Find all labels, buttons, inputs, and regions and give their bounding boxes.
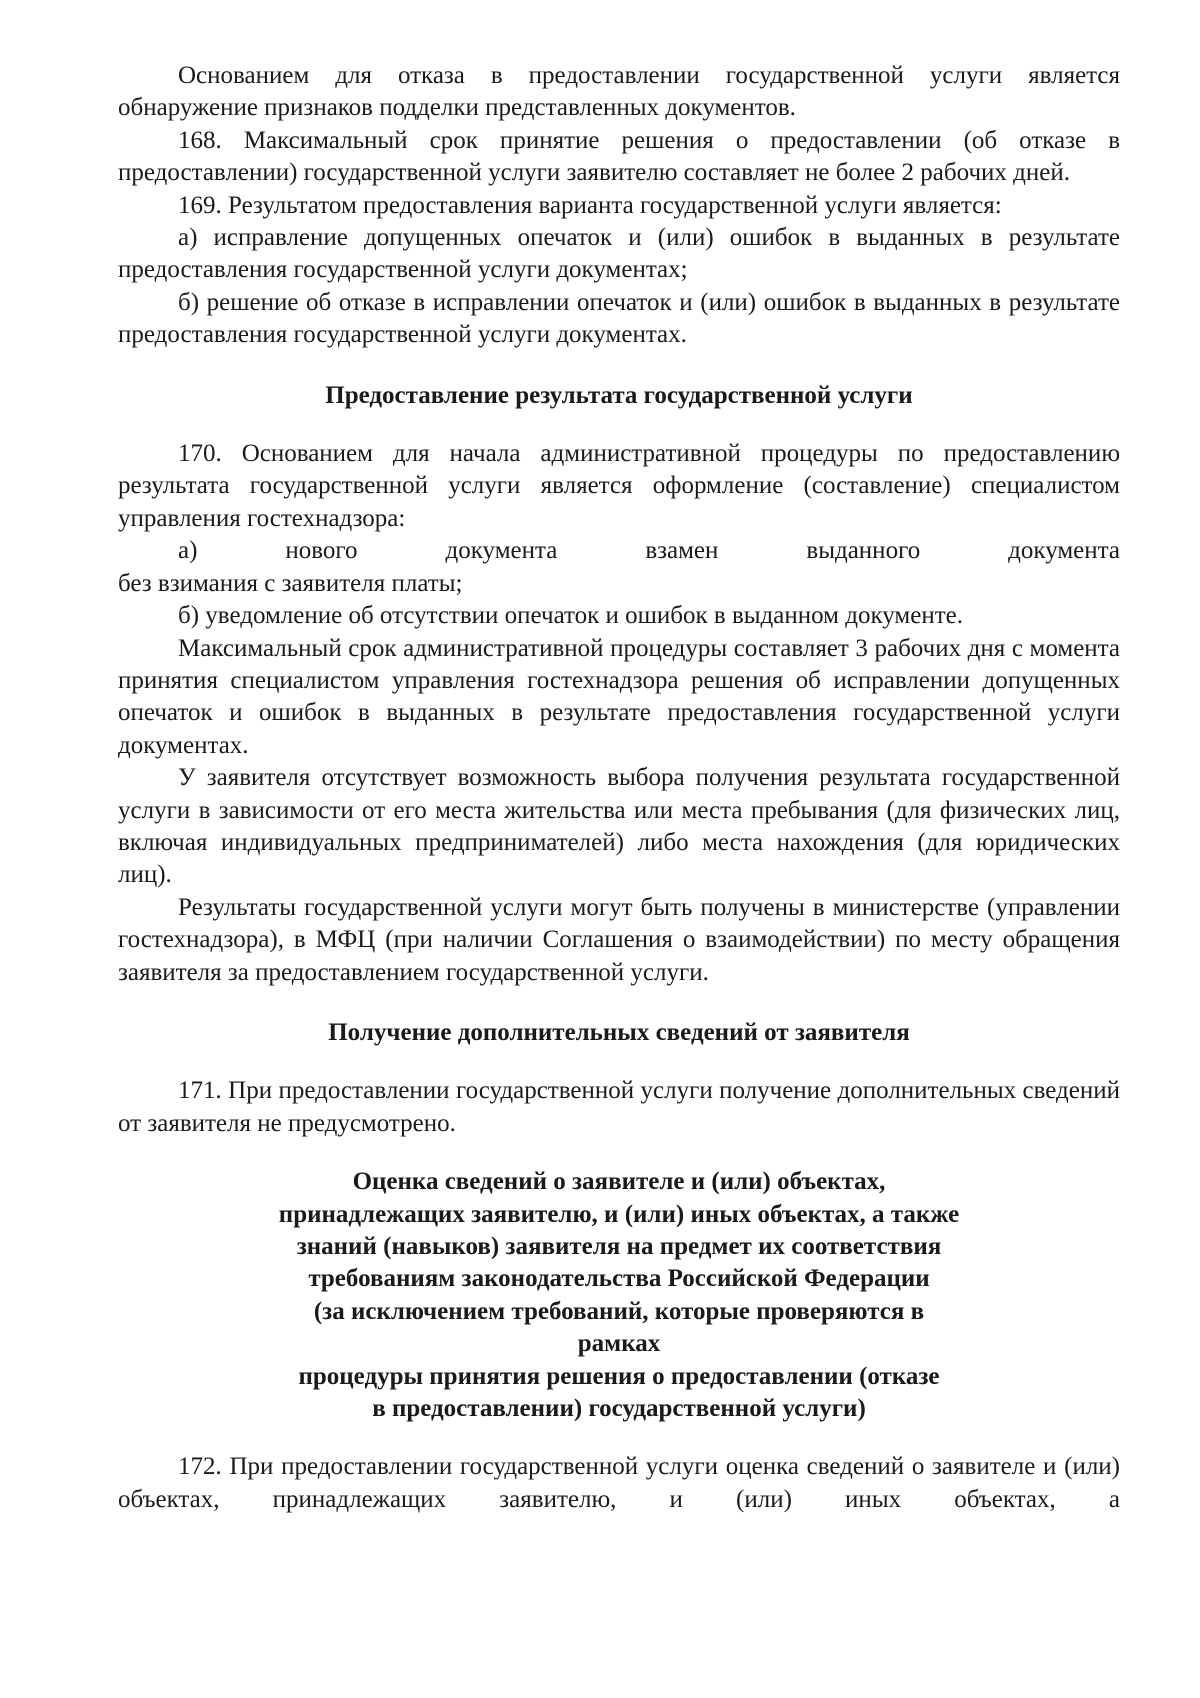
paragraph-169-b: б) решение об отказе в исправлении опечаток и (или) ошибок в выданных в результате предоставления государственной услуги документах. xyxy=(118,288,1120,349)
heading-line: требованиям законодательства Российской Федерации xyxy=(308,1265,930,1293)
paragraph-172: 172. При предоставлении государственной услуги оценка сведений о заявителе и (или) объектах, принадлежащих заявителю, и (или) иных объектах, а xyxy=(118,1453,1120,1513)
paragraph-170-results: Результаты государственной услуги могут быть получены в министерстве (управлении гостехнадзора), в МФЦ (при наличии Соглашения о взаимодействии) по месту обращения заявителя за предоставлением государственной услуги. xyxy=(118,893,1120,986)
paragraph-168: 168. Максимальный срок принятие решения о предоставлении (об отказе в предоставлении) государственной услуги заявителю составляет не более 2 рабочих дней. xyxy=(118,126,1120,187)
heading-line: в предоставлении) государственной услуги) xyxy=(372,1395,866,1423)
paragraph-169: 169. Результатом предоставления варианта государственной услуги является: xyxy=(178,191,1002,219)
paragraph-170-a-line2: без взимания с заявителя платы; xyxy=(118,569,463,597)
paragraph-170-a-line1: а) нового документа взамен выданного документа xyxy=(178,537,1120,565)
section-heading-assessment xyxy=(118,1166,1120,1425)
section-heading-result: Предоставление результата государственной услуги xyxy=(325,381,913,409)
heading-line: (за исключением требований, которые проверяются в рамках xyxy=(313,1297,925,1358)
paragraph-170-max-term: Максимальный срок административной процедуры составляет 3 рабочих дня с момента принятия специалистом управления гостехнадзора решения об исправлении допущенных опечаток и ошибок в выданных в результате предоставления государственной услуги документах. xyxy=(118,634,1120,759)
paragraph-170-choice: У заявителя отсутствует возможность выбора получения результата государственной услуги в зависимости от его места жительства или места пребывания (для физических лиц, включая индивидуальных предпринимателей) либо места нахождения (для юридических лиц). xyxy=(118,764,1120,889)
paragraph-170-b: б) уведомление об отсутствии опечаток и ошибок в выданном документе. xyxy=(178,602,963,630)
paragraph-170: 170. Основанием для начала административной процедуры по предоставлению результата государственной услуги является оформление (составление) специалистом управления гостехнадзора: xyxy=(118,440,1120,532)
heading-line: знаний (навыков) заявителя на предмет их соответствия xyxy=(296,1233,942,1260)
paragraph-171: 171. При предоставлении государственной услуги получение дополнительных сведений от заявителя не предусмотрено. xyxy=(118,1077,1120,1137)
paragraph-refusal-basis: Основанием для отказа в предоставлении государственной услуги является обнаружение признаков подделки представленных документов. xyxy=(118,62,1120,122)
paragraph-169-a: а) исправление допущенных опечаток и (или) ошибок в выданных в результате предоставления государственной услуги документах; xyxy=(118,224,1120,284)
section-heading-additional-info: Получение дополнительных сведений от заявителя xyxy=(328,1018,910,1046)
heading-line: процедуры принятия решения о предоставлении (отказе xyxy=(298,1362,940,1390)
heading-line: принадлежащих заявителю, и (или) иных объектах, а также xyxy=(278,1200,960,1228)
heading-line: Оценка сведений о заявителе и (или) объектах, xyxy=(352,1168,886,1196)
